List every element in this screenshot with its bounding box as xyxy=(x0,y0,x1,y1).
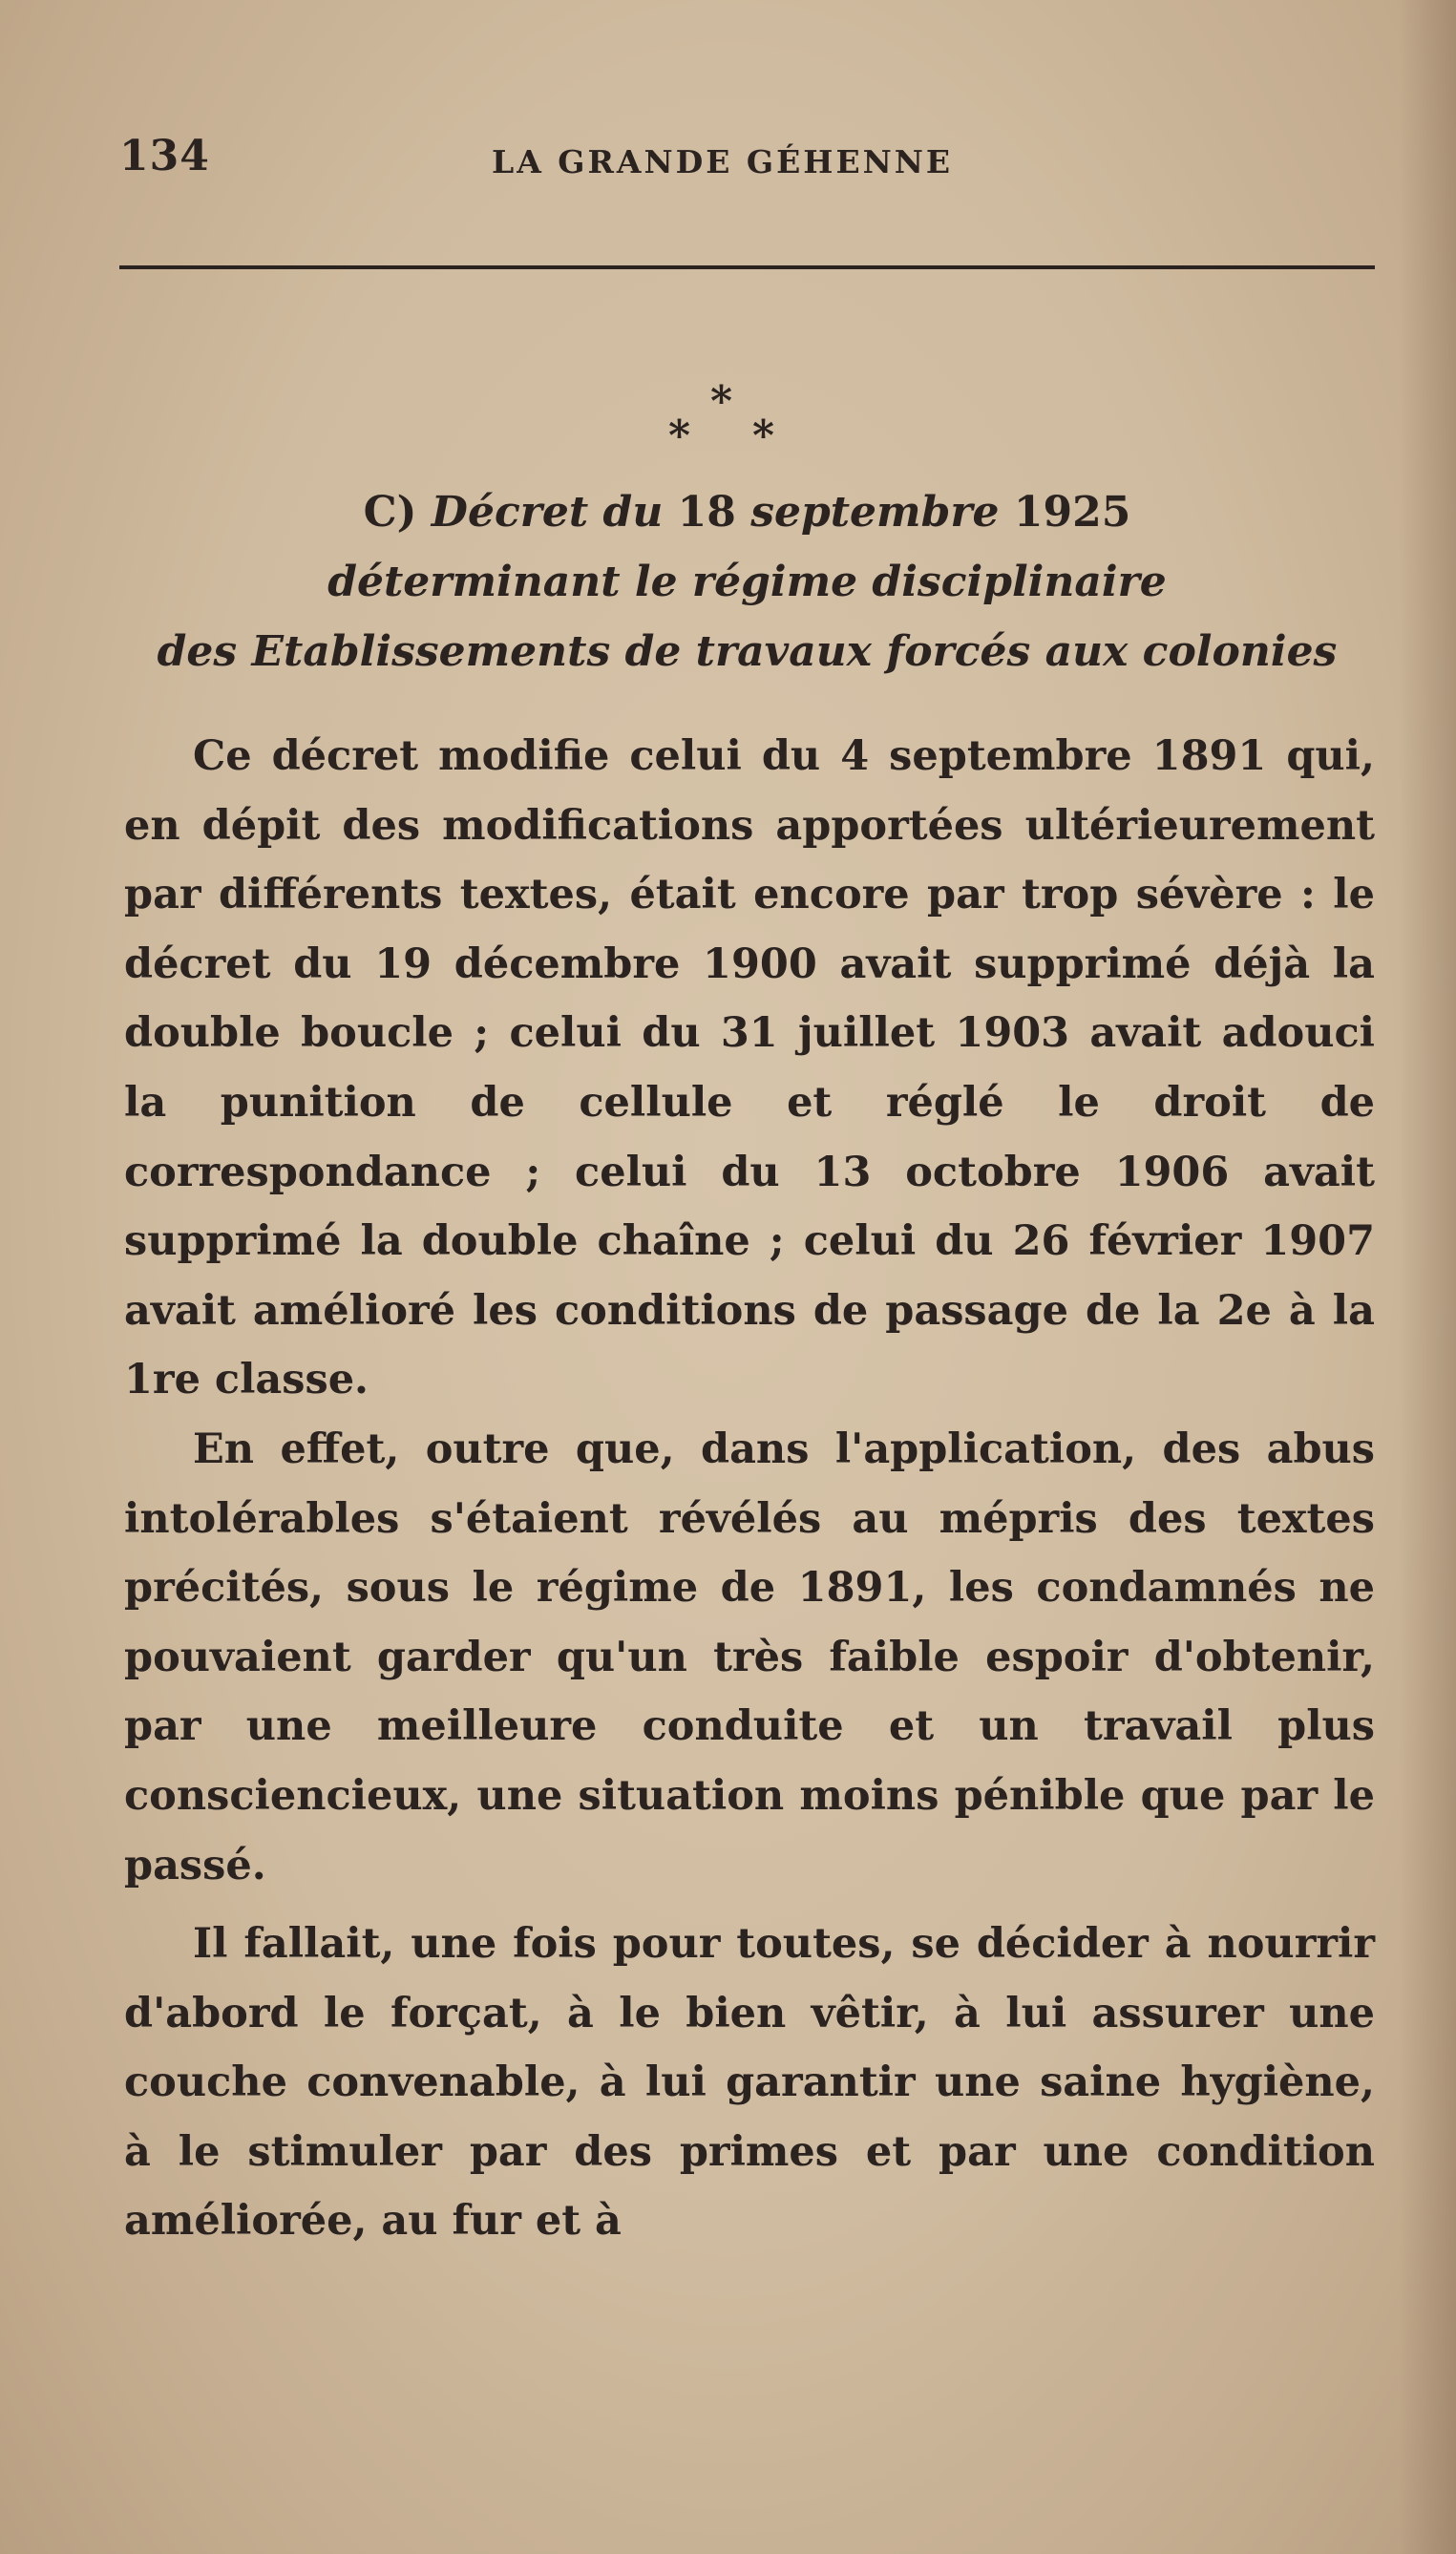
section-heading xyxy=(119,477,1375,686)
header-rule xyxy=(119,265,1375,269)
heading-month: septembre xyxy=(750,488,1000,537)
paragraph-3: Il fallait, une fois pour toutes, se décider à nourrir d'abord le forçat, à le bien vêtir, à lui assurer une couche convenable, à lui garantir une saine hygiène, à le stimuler par des primes et par une condition améliorée, au fur et à xyxy=(124,1920,1375,2246)
asterism-star-left: * xyxy=(668,412,691,460)
body-text xyxy=(124,722,1375,2256)
page-number: 134 xyxy=(119,132,210,180)
heading-year: 1925 xyxy=(1013,488,1131,537)
heading-day: 18 xyxy=(677,488,736,537)
page-header xyxy=(119,132,1375,189)
paragraph-2: En effet, outre que, dans l'application, des abus intolérables s'étaient révélés au mépris des textes précités, sous le régime de 1891, les condamnés ne pouvaient garder qu'un très faible espoir d'obtenir, par une meilleure conduite et un travail plus consciencieux, une situation moins pénible que par le passé. xyxy=(124,1425,1375,1889)
asterism-star-right: * xyxy=(752,412,775,460)
heading-line-1 xyxy=(119,477,1375,547)
paragraph-1: Ce décret modifie celui du 4 septembre 1891 qui, en dépit des modifications apportées ultérieurement par différents textes, était encore par trop sévère : le décret du 19 décembre 1900 avait supprimé déjà la double boucle ; celui du 31 juillet 1903 avait adouci la punition de cellule et réglé le droit de correspondance ; celui du 13 octobre 1906 avait supprimé la double chaîne ; celui du 26 février 1907 avait amélioré les conditions de passage de la 2e à la 1re classe. xyxy=(124,732,1375,1404)
asterism-star-top: * xyxy=(710,377,733,426)
heading-line-3: des Etablissements de travaux forcés aux colonies xyxy=(157,627,1338,676)
asterism xyxy=(668,377,802,463)
heading-label: C) xyxy=(363,488,417,537)
running-title: LA GRANDE GÉHENNE xyxy=(492,143,954,180)
heading-line-2: déterminant le régime disciplinaire xyxy=(327,558,1167,606)
heading-decree-text: Décret du xyxy=(431,488,664,537)
